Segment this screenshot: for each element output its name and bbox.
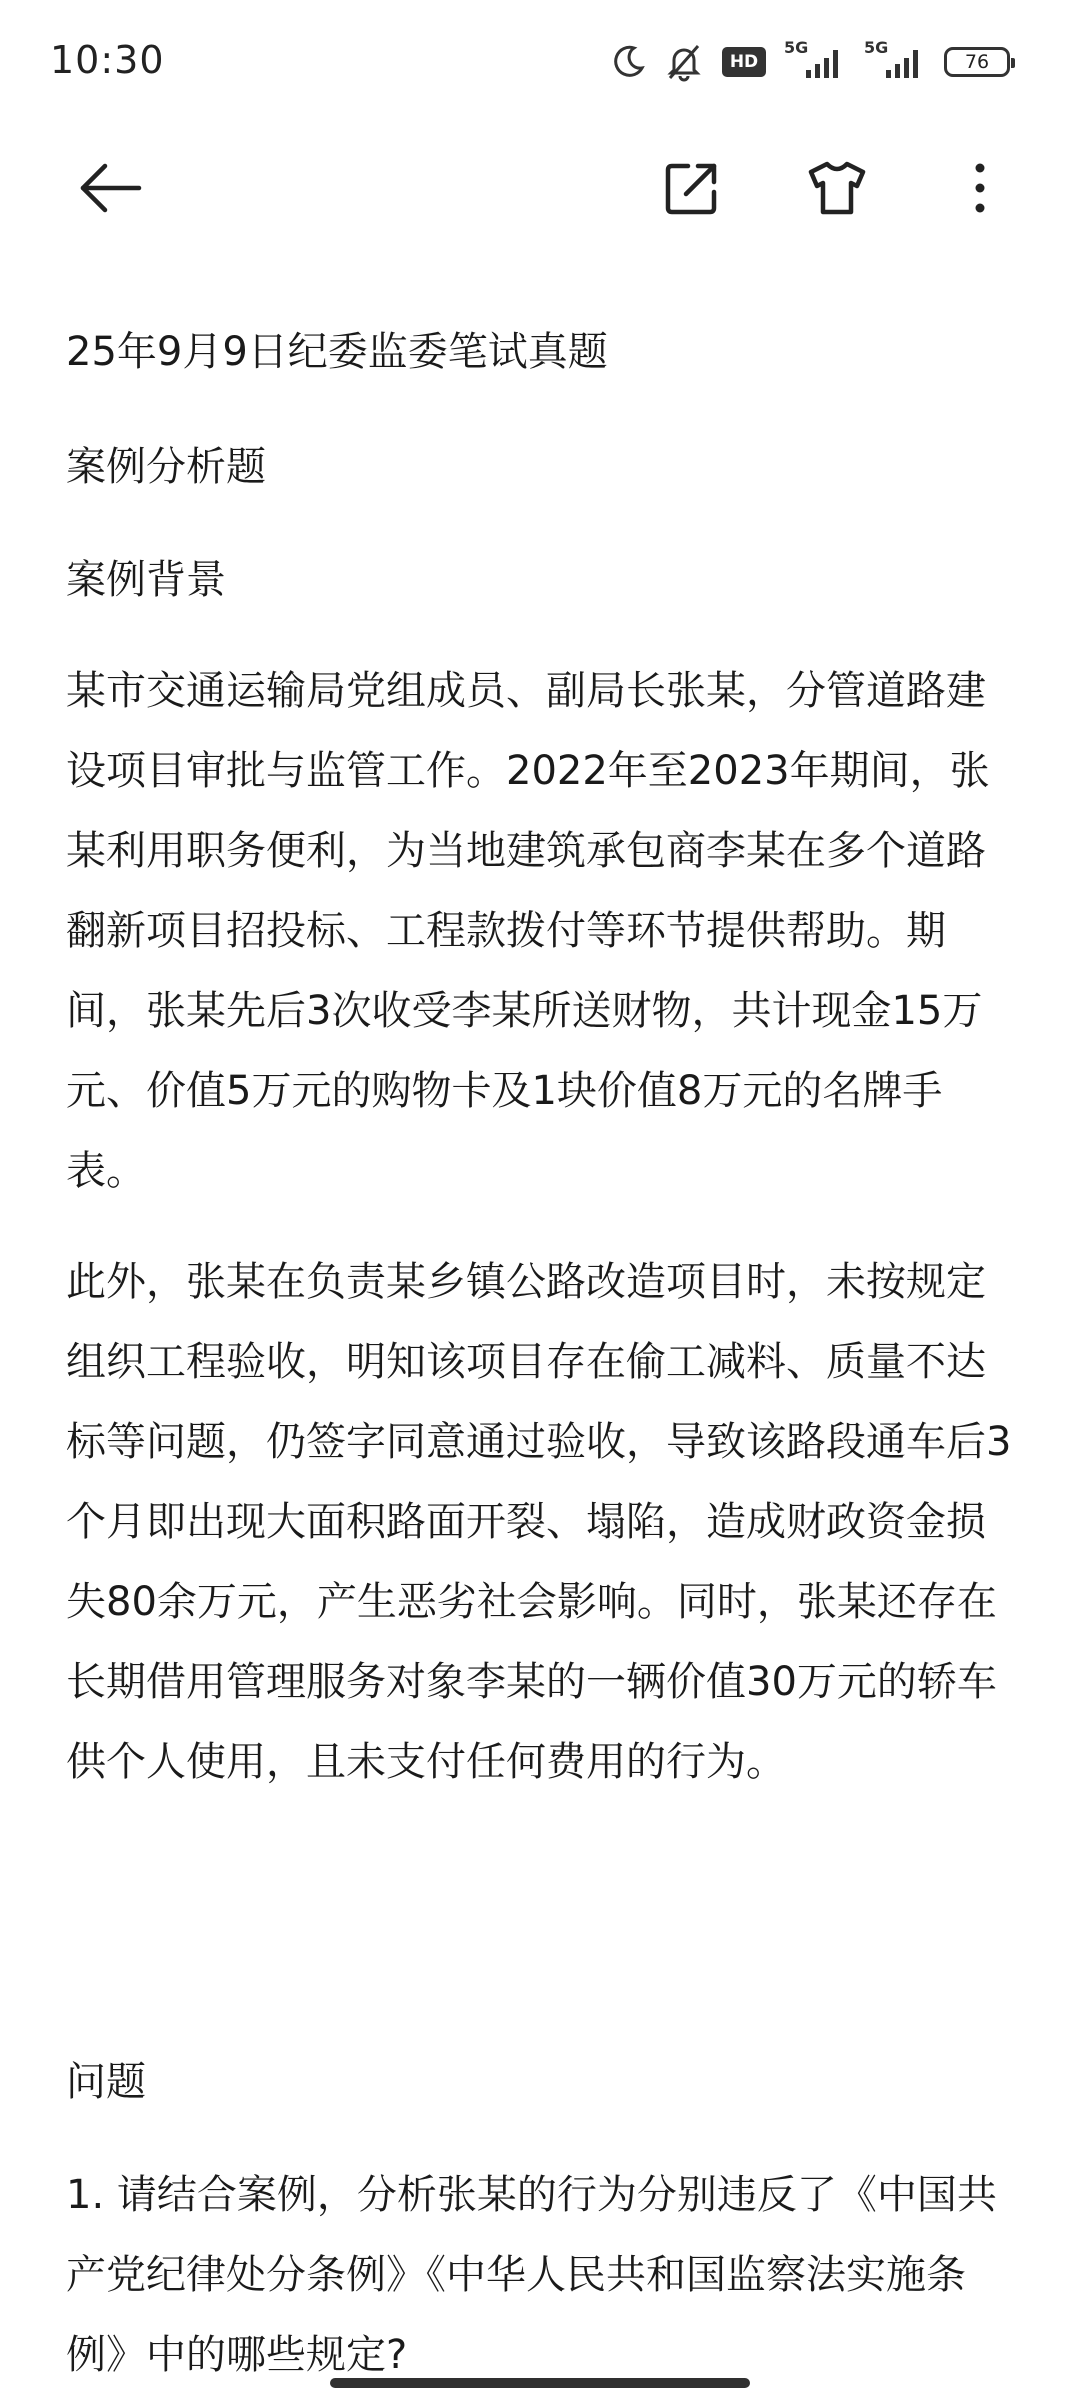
- tshirt-icon: [805, 158, 869, 218]
- question-heading: 问题: [66, 2059, 146, 2105]
- status-icons: [610, 40, 1010, 84]
- status-bar: [0, 0, 1080, 130]
- signal-5g-secondary-label: 5G: [864, 38, 889, 57]
- question-1: 1. 请结合案例，分析张某的行为分别违反了《中国共产党纪律处分条例》《中华人民共和国监察法实施条例》中的哪些规定?: [66, 2172, 997, 2378]
- article-title: 25年9月9日纪委监委笔试真题: [66, 329, 608, 375]
- signal-5g-secondary-icon: [864, 38, 926, 80]
- app-toolbar: [0, 130, 1080, 230]
- case-paragraph-2: 此外，张某在负责某乡镇公路改造项目时，未按规定组织工程验收，明知该项目存在偷工减料、质量不达标等问题，仍签字同意通过验收，导致该路段通车后3个月即出现大面积路面开裂、塌陷，造成财政资金损失80余万元，产生恶劣社会影响。同时，张某还存在长期借用管理服务对象李某的一辆价值30万元的轿车供个人使用，且未支付任何费用的行为。: [66, 1259, 1012, 1785]
- theme-button[interactable]: [797, 148, 877, 228]
- signal-5g-icon: [784, 38, 846, 80]
- bell-muted-icon: [664, 42, 704, 82]
- do-not-disturb-moon-icon: [610, 44, 646, 80]
- share-button[interactable]: [652, 148, 732, 228]
- arrow-left-icon: [75, 158, 145, 218]
- signal-5g-label: 5G: [784, 38, 809, 57]
- more-vertical-icon: [970, 158, 990, 218]
- home-indicator-bar[interactable]: [330, 2378, 750, 2388]
- battery-icon: [944, 47, 1010, 77]
- background-heading: 案例背景: [66, 557, 226, 603]
- more-options-button[interactable]: [940, 148, 1020, 228]
- share-external-icon: [662, 158, 722, 218]
- hd-voice-badge: HD: [722, 47, 766, 77]
- section-type-heading: 案例分析题: [66, 444, 266, 490]
- status-time: 10:30: [50, 38, 165, 82]
- case-paragraph-1: 某市交通运输局党组成员、副局长张某，分管道路建设项目审批与监管工作。2022年至2023年期间，张某利用职务便利，为当地建筑承包商李某在多个道路翻新项目招投标、工程款拨付等环节提供帮助。期间，张某先后3次收受李某所送财物，共计现金15万元、价值5万元的购物卡及1块价值8万元的名牌手表。: [66, 668, 990, 1194]
- battery-level: 76: [964, 50, 990, 73]
- back-button[interactable]: [70, 148, 150, 228]
